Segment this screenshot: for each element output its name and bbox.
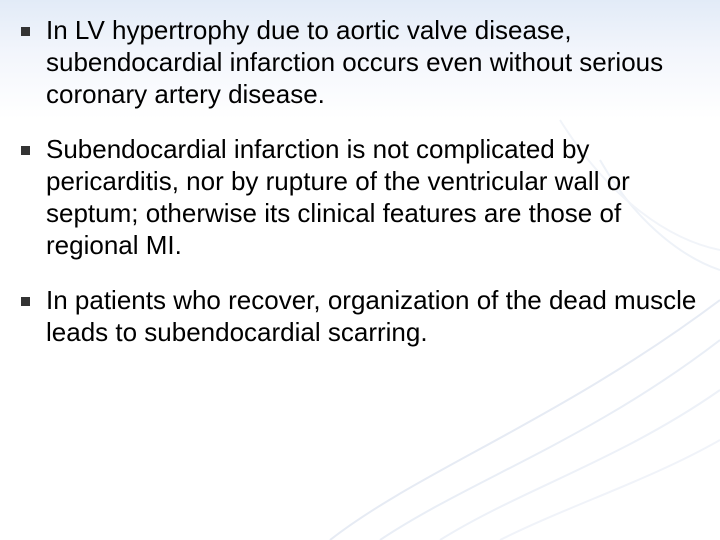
- square-bullet-icon: [21, 297, 30, 306]
- bullet-item: [0, 284, 720, 348]
- square-bullet-icon: [21, 27, 30, 36]
- bullet-text: In patients who recover, organization of the dead muscle leads to subendocardial scarring.: [46, 285, 697, 347]
- square-bullet-icon: [21, 146, 30, 155]
- bullet-item: [0, 133, 720, 261]
- bullet-list: [0, 14, 720, 371]
- bullet-item: [0, 14, 720, 110]
- bullet-text: In LV hypertrophy due to aortic valve disease, subendocardial infarction occurs even without serious coronary artery disease.: [46, 15, 664, 109]
- bullet-text: Subendocardial infarction is not complicated by pericarditis, nor by rupture of the ventricular wall or septum; otherwise its clinical features are those of regional MI.: [46, 134, 630, 260]
